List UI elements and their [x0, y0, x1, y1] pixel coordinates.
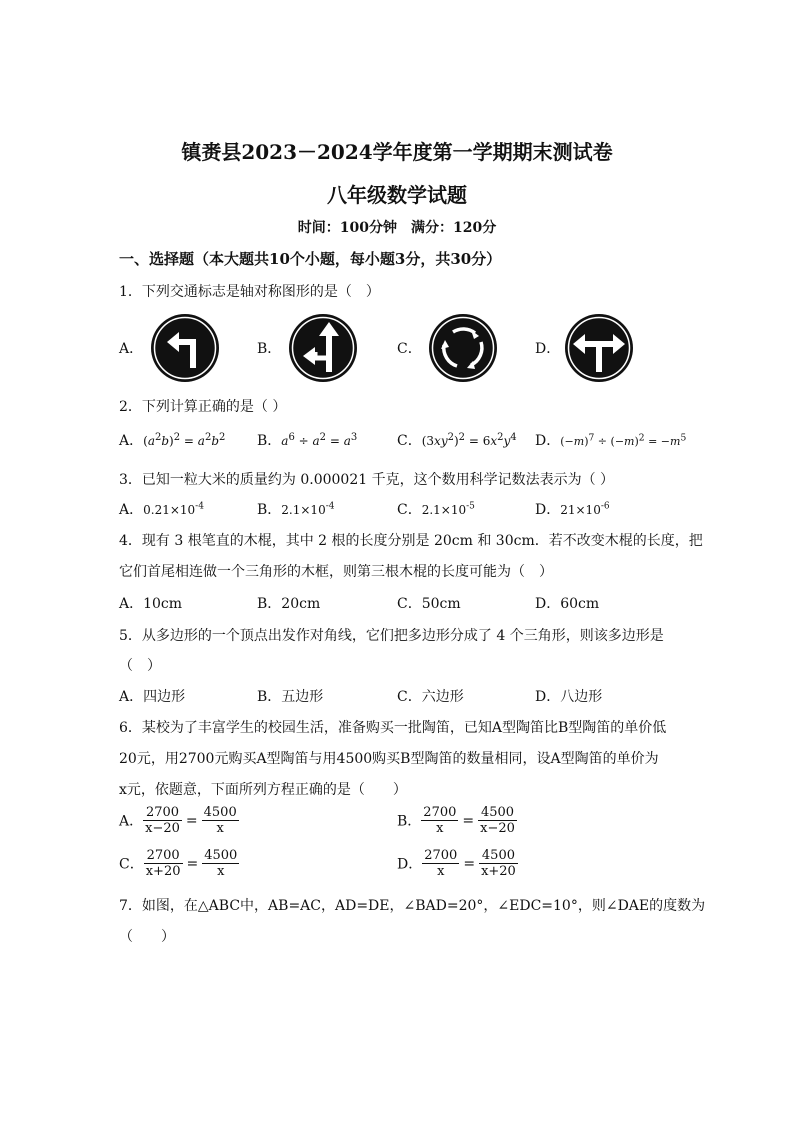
question-2-stem: 2．下列计算正确的是（ ）: [119, 399, 287, 415]
question-1-stem: 1．下列交通标志是轴对称图形的是（ ）: [119, 284, 380, 300]
exam-title: 镇赉县2023－2024学年度第一学期期末测试卷: [181, 140, 613, 164]
q6-option-c: C． $\frac{2700}{x+20}$ = $\frac{4500}{x}$: [119, 848, 238, 879]
exam-subtitle: 八年级数学试题: [327, 183, 467, 207]
q4-option-c: C．50cm: [397, 596, 461, 612]
q4-option-b: B．20cm: [257, 596, 321, 612]
q1-option-d-label: D．: [535, 341, 561, 357]
q1-option-a-label: A．: [119, 341, 144, 357]
question-6-stem-line1: 6．某校为了丰富学生的校园生活，准备购买一批陶笛，已知A型陶笛比B型陶笛的单价低: [119, 720, 667, 736]
q3-option-b: B．$2.1\times 10^{-4}$: [257, 501, 335, 518]
q5-option-b: B．五边形: [257, 689, 324, 705]
q3-option-a: A．$0.21\times 10^{-4}$: [119, 501, 204, 518]
q2-option-b: B．$a^6 \div a^2 = a^3$: [257, 432, 358, 449]
question-3-stem: 3．已知一粒大米的质量约为 0.000021 千克，这个数用科学记数法表示为（ ）: [119, 472, 615, 488]
question-4-stem-line2: 它们首尾相连做一个三角形的木框，则第三根木棍的长度可能为（ ）: [119, 564, 553, 580]
question-6-stem-line3: x元，依题意，下面所列方程正确的是（ ）: [119, 782, 407, 798]
question-7-stem-line2: （ ）: [119, 929, 175, 945]
question-4-stem-line1: 4．现有 3 根笔直的木棍，其中 2 根的长度分别是 20cm 和 30cm．若不改变木棍的长度，把: [119, 533, 703, 549]
left-turn-sign-icon: [149, 312, 221, 384]
straight-or-left-sign-icon: [287, 312, 359, 384]
q6-option-d: D． $\frac{2700}{x}$ = $\frac{4500}{x+20}$: [397, 848, 516, 879]
exam-meta: 时间：100分钟 满分：120分: [297, 220, 497, 236]
section-heading: 一、选择题（本大题共10个小题，每小题3分，共30分）: [119, 250, 502, 268]
q3-option-c: C．$2.1\times 10^{-5}$: [397, 501, 475, 518]
q2-option-c: C．$(3xy^2)^2 = 6x^2y^4$: [397, 432, 517, 449]
left-or-right-sign-icon: [563, 312, 635, 384]
q4-option-d: D．60cm: [535, 596, 600, 612]
q1-option-c-label: C．: [397, 341, 422, 357]
q4-option-a: A．10cm: [119, 596, 183, 612]
q1-option-b-label: B．: [257, 341, 282, 357]
roundabout-sign-icon: [427, 312, 499, 384]
q6-option-a: A． $\frac{2700}{x-20}$ = $\frac{4500}{x}$: [119, 805, 237, 836]
question-7-stem-line1: 7．如图，在△ABC中，AB=AC，AD=DE，∠BAD=20°，∠EDC=10°，则∠DAE的度数为: [119, 898, 706, 914]
question-5-stem-line1: 5．从多边形的一个顶点出发作对角线，它们把多边形分成了 4 个三角形，则该多边形是: [119, 628, 664, 644]
q5-option-c: C．六边形: [397, 689, 464, 705]
q3-option-d: D．$21\times 10^{-6}$: [535, 501, 610, 518]
q6-option-b: B． $\frac{2700}{x}$ = $\frac{4500}{x-20}$: [397, 805, 515, 836]
q2-option-a: A．$(a^2b)^2 = a^2b^2$: [119, 432, 226, 449]
q5-option-a: A．四边形: [119, 689, 186, 705]
q5-option-d: D．八边形: [535, 689, 603, 705]
question-6-stem-line2: 20元，用2700元购买A型陶笛与用4500购买B型陶笛的数量相同，设A型陶笛的单价为: [119, 751, 659, 767]
question-5-stem-line2: （ ）: [119, 658, 161, 674]
q2-option-d: D．$(-m)^7 \div (-m)^2 = -m^5$: [535, 432, 687, 449]
